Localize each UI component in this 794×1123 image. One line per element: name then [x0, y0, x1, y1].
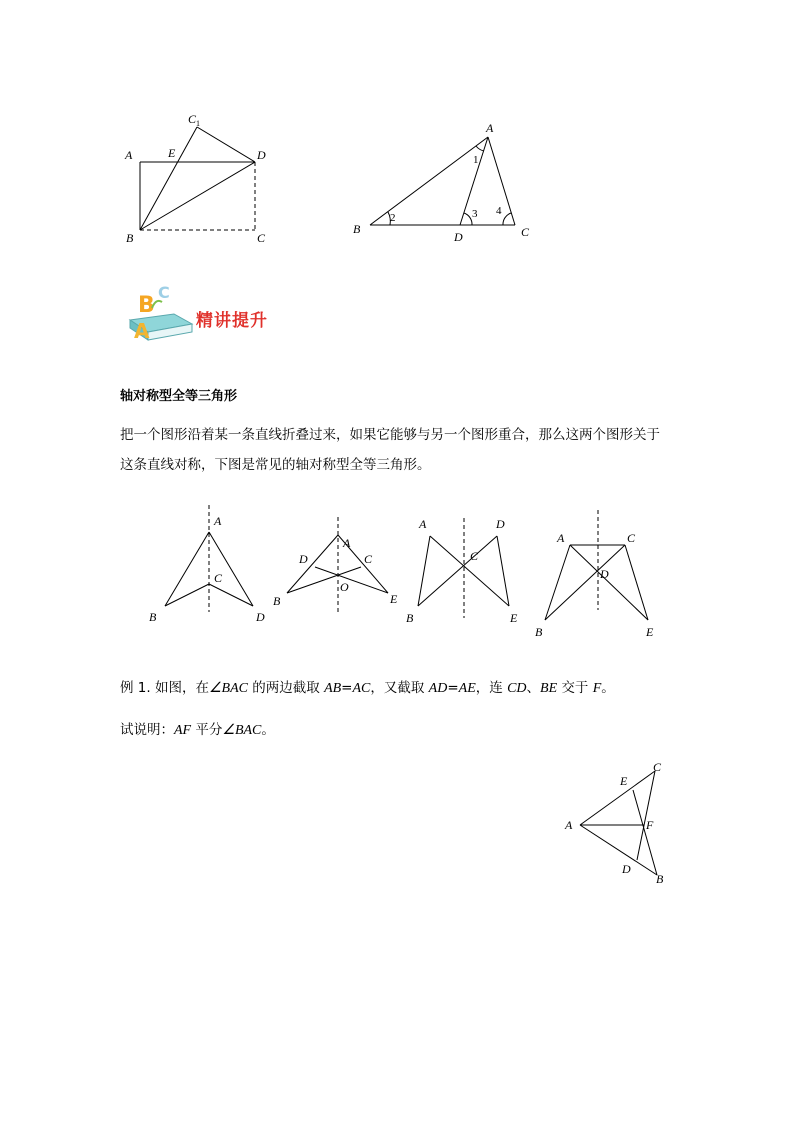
paragraph-line-1: 把一个图形沿着某一条直线折叠过来，如果它能够与另一个图形重合，那么这两个图形关于: [120, 427, 660, 443]
example-text: 交于: [557, 680, 593, 696]
label-O: O: [340, 580, 349, 594]
segment-AB: [370, 137, 488, 225]
label-E: E: [390, 592, 398, 606]
label-C: C: [364, 552, 373, 566]
segment-AD: AD: [428, 681, 448, 696]
segment-AC: [488, 137, 515, 225]
angle-arc-3: [464, 213, 472, 225]
label-B: B: [353, 222, 361, 236]
paragraph-line-2: 这条直线对称，下图是常见的轴对称型全等三角形。: [120, 457, 431, 473]
label-B: B: [656, 872, 664, 886]
segment-C1D: [197, 127, 255, 162]
angle-label-3: 3: [472, 208, 478, 220]
label-A: A: [486, 121, 494, 135]
angle-arc-1: [476, 146, 484, 151]
label-E: E: [510, 611, 518, 625]
segment-DB: [418, 536, 497, 606]
separator: 、: [526, 680, 541, 696]
segment-BC1: [140, 127, 197, 230]
example-1-statement: [120, 676, 615, 697]
label-D: D: [299, 552, 308, 566]
angle-BAC: ∠BAC: [222, 723, 262, 738]
label-C: C: [257, 231, 266, 245]
book-abc-icon: [124, 278, 196, 348]
label-C1: C: [188, 112, 197, 126]
symmetric-figure-4: [530, 505, 660, 640]
label-E: E: [620, 774, 628, 788]
letter-a: A: [134, 319, 150, 343]
segment-AB: AB: [324, 681, 342, 696]
segment-AC: [580, 771, 655, 825]
label-D: D: [496, 517, 505, 531]
equals-sign: =: [447, 680, 459, 696]
segment-CD: CD: [507, 681, 527, 696]
angle-BAC: ∠BAC: [208, 681, 248, 696]
label-C: C: [627, 531, 636, 545]
period: 。: [261, 722, 275, 738]
question-prefix: 试说明：: [120, 722, 174, 738]
segment-AB: [418, 536, 430, 606]
letter-c: C: [158, 283, 170, 302]
label-D: D: [256, 610, 265, 624]
symmetric-figure-1: [145, 500, 275, 630]
label-C: C: [521, 225, 530, 239]
label-B: B: [406, 611, 414, 625]
symmetric-figure-2: [275, 515, 405, 625]
segment-DE: [497, 536, 509, 606]
label-A: A: [557, 531, 565, 545]
label-B: B: [126, 231, 134, 245]
label-A: A: [343, 536, 351, 550]
segment-BE: BE: [540, 681, 558, 696]
question-text: 平分: [191, 722, 223, 738]
angle-arc-4: [503, 213, 511, 225]
example-text: ，连: [475, 680, 508, 696]
period: 。: [601, 680, 615, 696]
label-B: B: [149, 610, 157, 624]
label-B: B: [535, 625, 543, 639]
symmetric-figure-3: [400, 510, 530, 630]
example-1-question: [120, 718, 275, 739]
segment-AE: AE: [458, 681, 476, 696]
label-D: D: [257, 148, 266, 162]
label-D: D: [454, 230, 463, 244]
example-text: 的两边截取: [247, 680, 325, 696]
label-A: A: [214, 514, 222, 528]
segment-AC: AC: [352, 681, 371, 696]
equals-sign: =: [341, 680, 353, 696]
label-C: C: [470, 549, 479, 563]
angle-label-4: 4: [496, 205, 502, 217]
example-prefix: 例 1. 如图，在: [120, 680, 209, 696]
banner-title: 精讲提升: [196, 311, 268, 331]
label-A: A: [565, 818, 573, 832]
angle-label-2: 2: [390, 212, 396, 224]
section-banner: [124, 278, 294, 348]
label-D: D: [622, 862, 631, 876]
label-B: B: [273, 594, 281, 608]
label-C: C: [214, 571, 223, 585]
section-heading: 轴对称型全等三角形: [120, 389, 238, 404]
figure-folded-rectangle: [110, 105, 290, 255]
label-C1-subscript: 1: [196, 119, 200, 128]
label-E: E: [168, 146, 176, 160]
angle-label-1: 1: [473, 154, 479, 166]
label-A: A: [419, 517, 427, 531]
letter-b: B: [138, 293, 155, 318]
figure-triangle-angles: [345, 115, 545, 245]
example-text: ，又截取: [370, 680, 429, 696]
segment-BD: [140, 162, 255, 230]
example-figure: [560, 755, 680, 890]
point-F: F: [592, 681, 602, 696]
segment-AE: [430, 536, 509, 606]
label-E: E: [646, 625, 654, 639]
label-C: C: [653, 760, 662, 774]
segment-AF: AF: [174, 723, 192, 738]
label-F: F: [646, 818, 654, 832]
label-A: A: [125, 148, 133, 162]
label-D: D: [600, 567, 609, 581]
